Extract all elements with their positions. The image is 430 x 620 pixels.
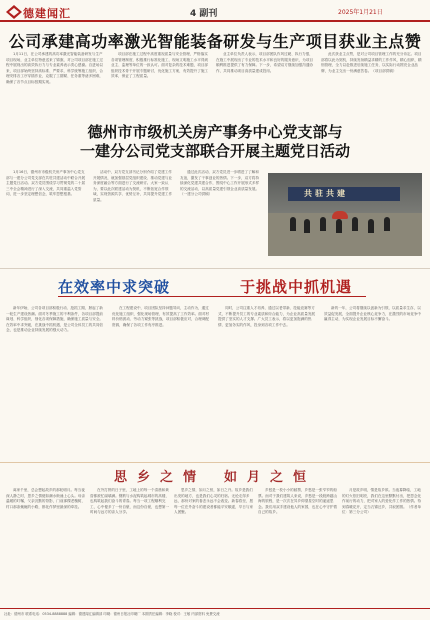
section-divider bbox=[0, 268, 430, 269]
article4-title bbox=[0, 466, 430, 485]
article2-title-line1: 德州市市级机关房产事务中心党支部与 bbox=[87, 123, 343, 141]
article1-column-4: 此次获业主点赞，是对公司项目管理工作的充分肯定。项目部将以此为契机，持续发扬精益求精的工作作风，精心组织、精细管理，全力以赴推进后续施工任务，以实际行动擦亮企业品牌，为业主交出一份满意答卷。（项目部供稿） bbox=[321, 52, 422, 73]
article1-column-2: 项目部在施工过程中高度重视质量与安全管理，严格落实各项管理制度，积极推行标准化施工，现场文明施工水平得到业主、监理等单位的一致认可。面对复杂的技术难题，项目部组织技术骨干开展专题研讨，优化施工方案，有效提升了施工效率，保证了工程质量。 bbox=[111, 52, 209, 79]
section-divider-2 bbox=[0, 462, 430, 463]
page-number: 4 副刊 bbox=[190, 9, 218, 19]
article4-column-1: 离家千里，总会想起故乡的那轮明月。每当夜深人静之时，思乡之情便如潮水般涌上心头。母亲温暖的叮嘱，父亲沉默的背影，门前那棵老槐树，村口那条蜿蜒的小路，都化作梦里最深的牵挂。 bbox=[6, 488, 86, 509]
issue-date: 2025年1月21日 bbox=[338, 9, 383, 16]
newspaper-name: 德建闻汇 bbox=[23, 7, 71, 20]
footer-text: 社址：德州市 联系电话：0534-8888888 编辑：德建闻汇编辑部 印刷：德州日报社印刷厂 本期责任编辑：李晓 校对：王敏 内部资料 免费交流 bbox=[4, 612, 220, 616]
company-logo-icon bbox=[6, 5, 22, 19]
photo-banner-text: 共驻共建 bbox=[304, 188, 348, 198]
article1-title: 公司承建高功率激光智能装备研发与生产项目获业主点赞 bbox=[8, 32, 422, 51]
article4-column-2: 在外打拼的日子里，工地上的每一个清晨和黄昏都被忙碌填满。钢筋与水泥构筑起城市的高楼，也构筑起我们奋斗的青春。每当一项工程顺利完工，心中便多了一份自豪，而这份自豪，也想第一时间与远方的亲人分享。 bbox=[90, 488, 170, 515]
masthead bbox=[0, 0, 430, 24]
article1-column-3: 业主单位负责人表示，项目部团队作风过硬、执行力强，在施工中展现出了专业的技术水平和良好的服务意识，为项目顺利推进提供了有力保障。下一步，希望双方继续加强沟通协作，共同推动项目高质量建成投用。 bbox=[216, 52, 314, 73]
article3-column-4: 新的一年，公司将继续以创新为引领，以质量求生存，以效益促发展，全面提升企业核心竞争力，在激烈的市场竞争中赢得主动，为实现企业发展目标不懈奋斗。 bbox=[324, 306, 422, 322]
article2-column-1: 1月16日，德州市市级机关房产事务中心党支部与一建分公司党支部在共驻共建活动中联合开展主题党日活动。双方党员围绕学习贯彻党的二十届三中全会精神进行了深入交流，共同重温入党誓词，进一步坚定理想信念，筑牢思想根基。 bbox=[6, 170, 86, 197]
masthead-rule bbox=[0, 20, 430, 22]
article3-title-left: 在效率中求突破 bbox=[58, 278, 171, 296]
footer bbox=[0, 608, 430, 620]
article3-column-2: 在工程建设中，项目团队坚持问题导向，主动作为，通过优化施工组织、强化现场管理，有效提高了工作效率。面对材料价格波动、劳动力紧张等挑战，项目部积极应对，合理调配资源，确保了各项工作有序推进。 bbox=[112, 306, 210, 327]
article3-column-3: 同时，公司注重人才培养，通过以老带新、技能竞赛等方式，不断提升员工的专业素质和综合能力，为企业高质量发展提供了坚实的人才支撑。广大员工表示，将以更加饱满的热情、更加务实的作风，投身到各项工作中去。 bbox=[218, 306, 316, 327]
event-photo bbox=[268, 173, 422, 256]
article3-title-right: 于挑战中抓机遇 bbox=[240, 278, 353, 296]
article4-column-5: 月是故乡明，情是故乡浓。当夜幕降临，工地的灯火依旧明亮，我们在这里默默付出，把思念化作前行的动力，把对家人的爱化作工作的热情。待到春暖花开，定当衣锦还乡，共叙团圆。（作者单位：第三分公司） bbox=[342, 488, 422, 515]
article2-column-3: 通过此次活动，双方党员进一步增进了了解和友谊，激发了干事创业的热情。下一步，双方将持续深化党建共建合作，围绕中心工作开展形式多样的交流活动，以高质量党建引领企业高质量发展。（一建分公司供稿） bbox=[180, 170, 260, 197]
article2-column-2: 活动中，双方党支部书记分别介绍了党建工作开展情况，就加强基层党组织建设、推动党建与业务深度融合等方面进行了交流研讨。大家一致认为，要以此次联建活动为契机，不断拓宽合作领域，实现资源共享、优势互补，共同提升党建工作质量。 bbox=[93, 170, 173, 202]
article4-column-3: 思乡之情，如月之恒，如日之升。故乡是我们出发的地方，也是我们心灵的归宿。无论走得多远，那份对家的眷恋永远不会改变。新春将至，愿每一位在外奋斗的建设者都能平安顺遂，早日与家人团聚。 bbox=[174, 488, 254, 515]
article3-column-1: 新年伊始，公司各项目部积极行动、抢抓工期，掀起了新一轮生产建设热潮。面对冬季施工的不利条件，各项目部提前谋划、科学组织，细化各项保障措施，确保施工质量与安全。在效率中求突破，在挑战中抓机遇，是公司全体员工的共同信念，也是推动企业持续发展的强大动力。 bbox=[6, 306, 104, 333]
article3-title bbox=[0, 276, 430, 300]
article4-title-right: 如月之恒 bbox=[224, 470, 317, 485]
article2-title-line2: 一建分公司党支部联合开展主题党日活动 bbox=[79, 142, 350, 160]
article4-title-left: 思乡之情 bbox=[113, 470, 206, 485]
article4-column-4: 乡愁是一枚小小的邮票，乡愁是一张窄窄的船票。而对于我们建筑人来说，乡愁是一段段跨越山海的旅程，是一次次在异乡仰望星空时的遥遥思念。我们用双手建设他人的家园，也在心中守护着自己的故乡。 bbox=[258, 488, 338, 515]
article1-column-1: 1月11日，在公司承建的高功率激光智能装备研发与生产项目现场，业主单位特意送来了锦旗，对公司项目部在施工过程中展现出的高效执行力与专业素养表示衷心感谢。自进场以来，项目部始终坚持高标准、严要求，科学统筹施工组织，合理安排各工序穿插作业，克服了工期紧、任务重等诸多困难，确保了各节点目标按期实现。 bbox=[6, 52, 104, 84]
